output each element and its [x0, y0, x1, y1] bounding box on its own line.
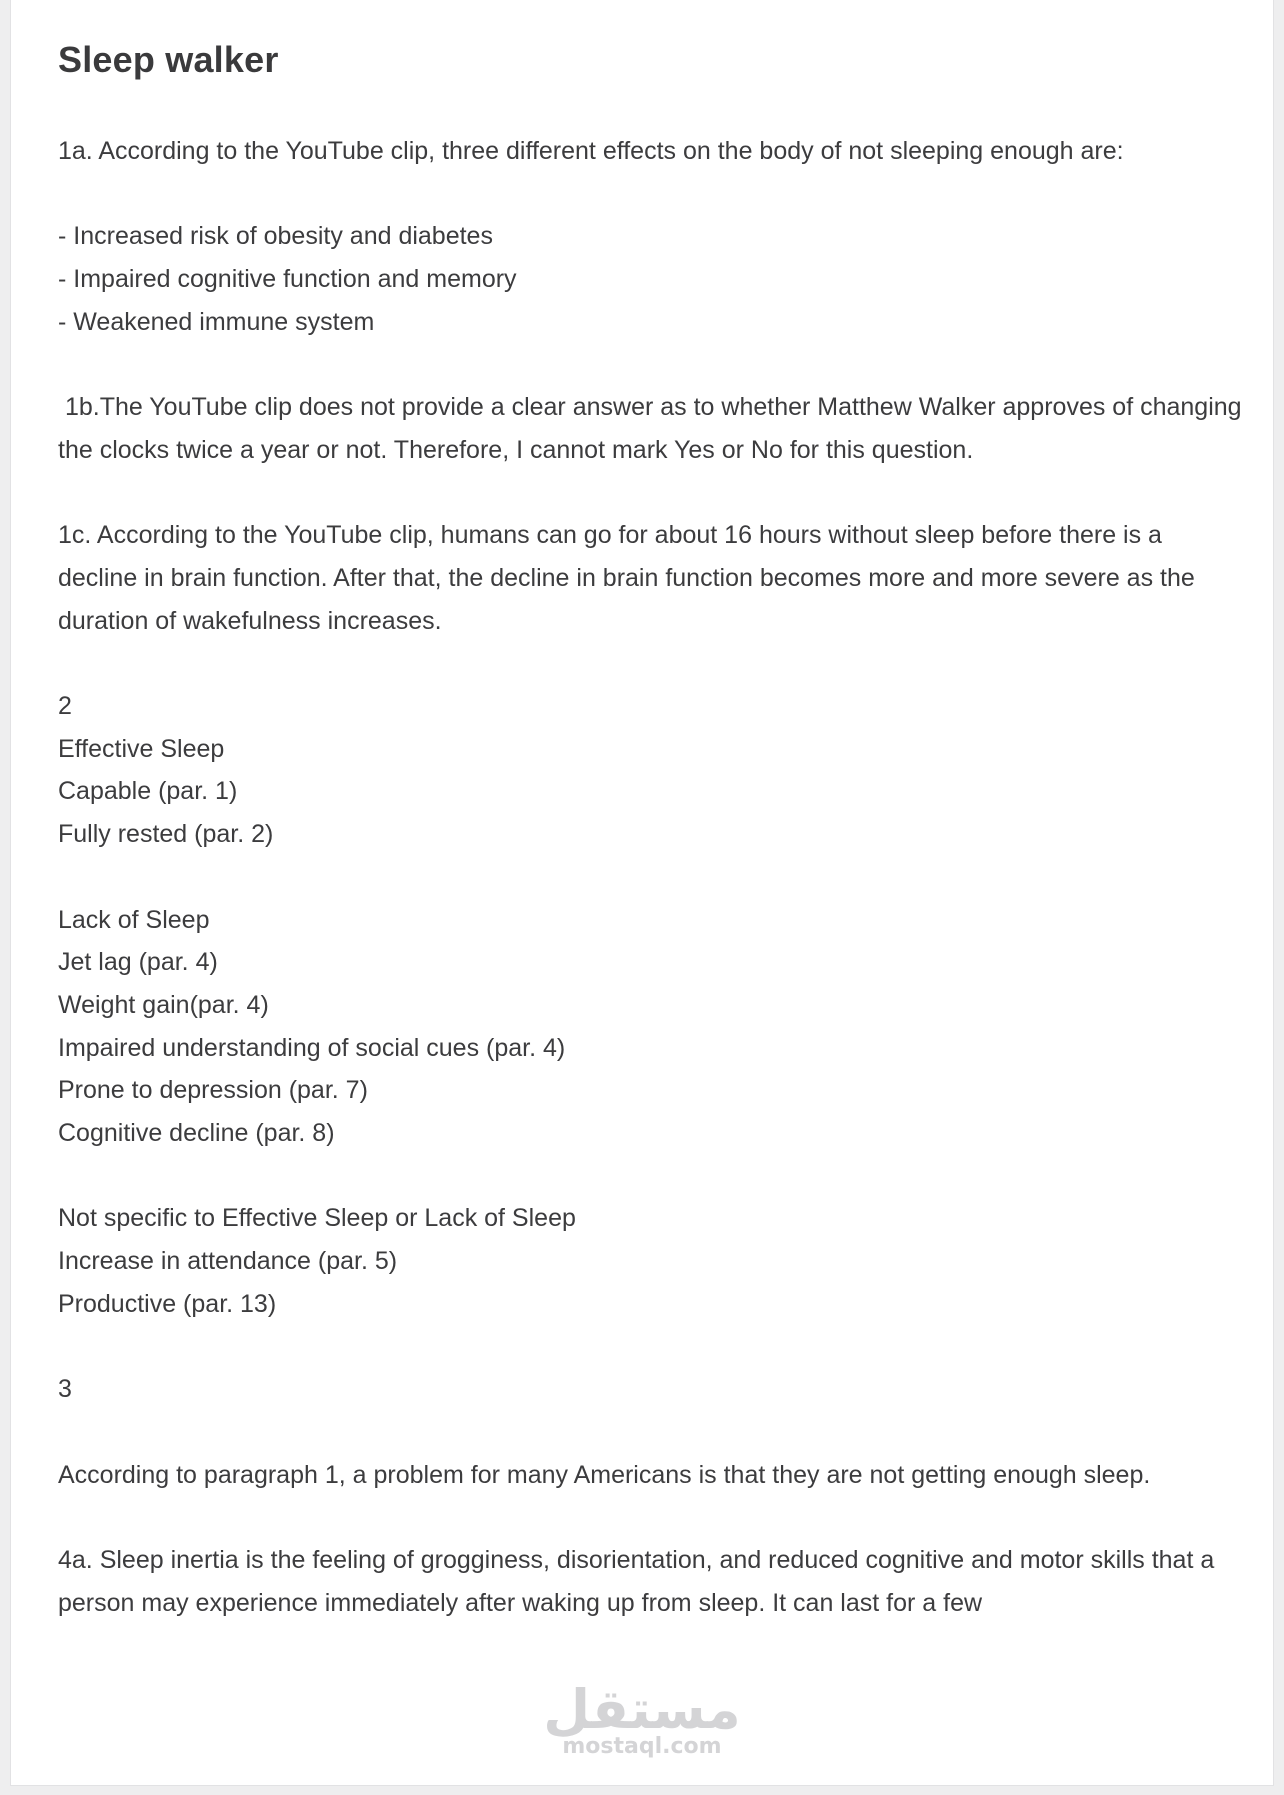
document-content: [58, 34, 1248, 1624]
document-page: [10, 0, 1274, 1786]
watermark-arabic: مستقل: [543, 1678, 741, 1741]
list-item: Cognitive decline (par. 8): [58, 1119, 335, 1148]
list-item: Weight gain(par. 4): [58, 990, 269, 1019]
lack-of-sleep-heading: Lack of Sleep: [58, 905, 210, 934]
question-3-answer: According to paragraph 1, a problem for many Americans is that they are not getting enough sleep.: [58, 1460, 1151, 1489]
question-2-number: 2: [58, 692, 72, 721]
watermark-latin: mostaql.com: [562, 1734, 722, 1759]
list-item: Prone to depression (par. 7): [58, 1076, 368, 1105]
question-1b-answer: 1b.The YouTube clip does not provide a clear answer as to whether Matthew Walker approves of changing the clocks twice a year or not. Therefore, I cannot mark Yes or No for this question.: [58, 393, 1249, 464]
effective-sleep-heading: Effective Sleep: [58, 734, 225, 763]
list-item: - Weakened immune system: [58, 307, 375, 336]
question-1c-answer: 1c. According to the YouTube clip, humans can go for about 16 hours without sleep before there is a decline in brain function. After that, the decline in brain function becomes more and more severe as the duration of wakefulness increases.: [58, 521, 1195, 635]
list-item: - Impaired cognitive function and memory: [58, 265, 517, 294]
document-title: Sleep walker: [58, 39, 279, 80]
list-item: Increase in attendance (par. 5): [58, 1247, 398, 1276]
mostaql-watermark: [0, 1680, 1284, 1760]
list-item: Capable (par. 1): [58, 777, 238, 806]
question-3-number: 3: [58, 1375, 72, 1404]
question-1a-intro: 1a. According to the YouTube clip, three different effects on the body of not sleeping enough are:: [58, 137, 1124, 165]
list-item: Fully rested (par. 2): [58, 820, 274, 849]
list-item: Productive (par. 13): [58, 1289, 277, 1318]
list-item: - Increased risk of obesity and diabetes: [58, 222, 493, 251]
question-4a-answer: 4a. Sleep inertia is the feeling of grogginess, disorientation, and reduced cognitive and motor skills that a person may experience immediately after waking up from sleep. It can last for a few: [58, 1546, 1215, 1617]
list-item: Jet lag (par. 4): [58, 948, 218, 977]
list-item: Impaired understanding of social cues (par. 4): [58, 1033, 566, 1062]
not-specific-heading: Not specific to Effective Sleep or Lack of Sleep: [58, 1204, 576, 1233]
